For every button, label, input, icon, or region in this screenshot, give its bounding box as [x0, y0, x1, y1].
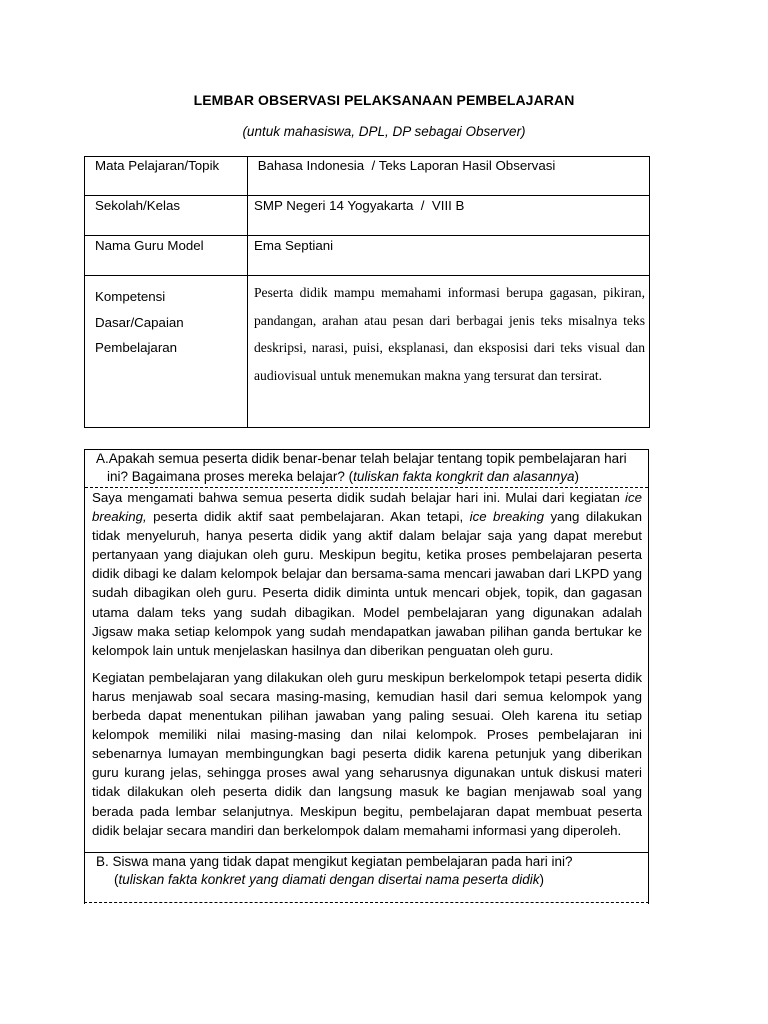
answer-text: Saya mengamati bahwa semua peserta didik sudah belajar hari ini. Mulai dari kegiatan: [92, 490, 625, 505]
answer-paragraph-1: [92, 488, 642, 660]
question-b-line1: B. Siswa mana yang tidak dapat mengikut kegiatan pembelajaran pada hari ini?: [96, 854, 573, 869]
kompetensi-label-line: Kompetensi: [95, 289, 166, 304]
guru-value: Ema Septiani: [248, 236, 650, 276]
answer-text: yang dilakukan tidak menyeluruh, hanya peserta didik yang aktif dalam belajar saja yang dapat merebut pertanyaan yang diajukan oleh guru. Meskipun begitu, ketika proses pembelajaran peserta didik dibagi ke dalam kelompok belajar dan bersama-sama mencari jawaban dari LKPD yang sudah dibagikan oleh guru. Peserta didik diminta untuk mencari objek, topik, dan gagasan utama dalam teks yang sudah dibagikan. Model pembelajaran yang digunakan adalah Jigsaw maka setiap kelompok yang sudah mendapatkan jawaban pilihan ganda bertukar ke kelompok lain untuk menjelaskan hasilnya dan diberikan penguatan oleh guru.: [92, 509, 642, 658]
question-b: [85, 852, 648, 905]
kompetensi-label-line: Dasar/Capaian: [95, 314, 184, 330]
guru-label: Nama Guru Model: [85, 236, 248, 276]
table-row: [85, 196, 650, 236]
document-title: LEMBAR OBSERVASI PELAKSANAAN PEMBELAJARAN: [193, 92, 575, 108]
question-b-italic-text: tuliskan fakta konkret yang diamati dengan disertai nama peserta didik: [118, 872, 540, 887]
table-row: [85, 276, 650, 428]
answer-italic-text: ice breaking,: [92, 490, 642, 525]
answer-italic-text: ice breaking: [469, 509, 545, 525]
question-a-line2: [96, 468, 644, 486]
question-a-text: ini? Bagaimana proses mereka belajar? (: [107, 469, 354, 484]
document-subtitle: (untuk mahasiswa, DPL, DP sebagai Observer): [242, 124, 526, 139]
answer-text: peserta didik aktif saat pembelajaran. Akan tetapi,: [146, 509, 470, 525]
observation-box: [84, 449, 649, 904]
question-b-close: ): [539, 872, 544, 887]
mapel-label: Mata Pelajaran/Topik: [85, 157, 248, 196]
question-a-italic-text: tuliskan fakta kongkrit dan alasannya: [353, 469, 575, 484]
question-a-close: ): [574, 469, 580, 484]
question-b-line2: [96, 871, 648, 889]
kompetensi-label: [85, 276, 248, 428]
sekolah-label: Sekolah/Kelas: [85, 196, 248, 236]
answer-a: [85, 488, 648, 840]
question-a-line1: A.Apakah semua peserta didik benar-benar telah belajar tentang topik pembelajaran hari: [96, 451, 627, 466]
table-row: [85, 236, 650, 276]
question-a: [85, 450, 648, 488]
answer-paragraph-2: Kegiatan pembelajaran yang dilakukan oleh guru meskipun berkelompok tetapi peserta didik harus menjawab soal secara masing-masing, kemudian hasil dari semua kelompok yang berbeda dapat menentukan pilihan jawaban yang paling sesuai. Oleh karena itu setiap kelompok memiliki nilai masing-masing dan nilai kelompok. Proses pembelajaran ini sebenarnya lumayan membingungkan bagi peserta didik karena petunjuk yang diberikan guru kurang jelas, sehingga proses awal yang seharusnya digunakan untuk diskusi materi tidak dilakukan oleh peserta didik dan langsung masuk ke bagian menjawab soal yang berada pada lembar selanjutnya. Meskipun begitu, pembelajaran dapat membuat peserta didik belajar secara mandiri dan berkelompok dalam memahami informasi yang diperoleh.: [92, 669, 642, 838]
table-row: [85, 157, 650, 196]
question-b-open: (: [114, 872, 119, 887]
dashed-divider: [84, 902, 649, 903]
mapel-value: Bahasa Indonesia / Teks Laporan Hasil Observasi: [248, 157, 650, 196]
kompetensi-value: Peserta didik mampu memahami informasi berupa gagasan, pikiran, pandangan, arahan atau pesan dari berbagai jenis teks misalnya teks deskripsi, narasi, puisi, eksplanasi, dan eksposisi dari teks visual dan audiovisual untuk menemukan makna yang tersurat dan tersirat.: [248, 276, 650, 428]
sekolah-value: SMP Negeri 14 Yogyakarta / VIII B: [248, 196, 650, 236]
info-table: [84, 156, 650, 428]
kompetensi-label-line: Pembelajaran: [95, 340, 178, 355]
